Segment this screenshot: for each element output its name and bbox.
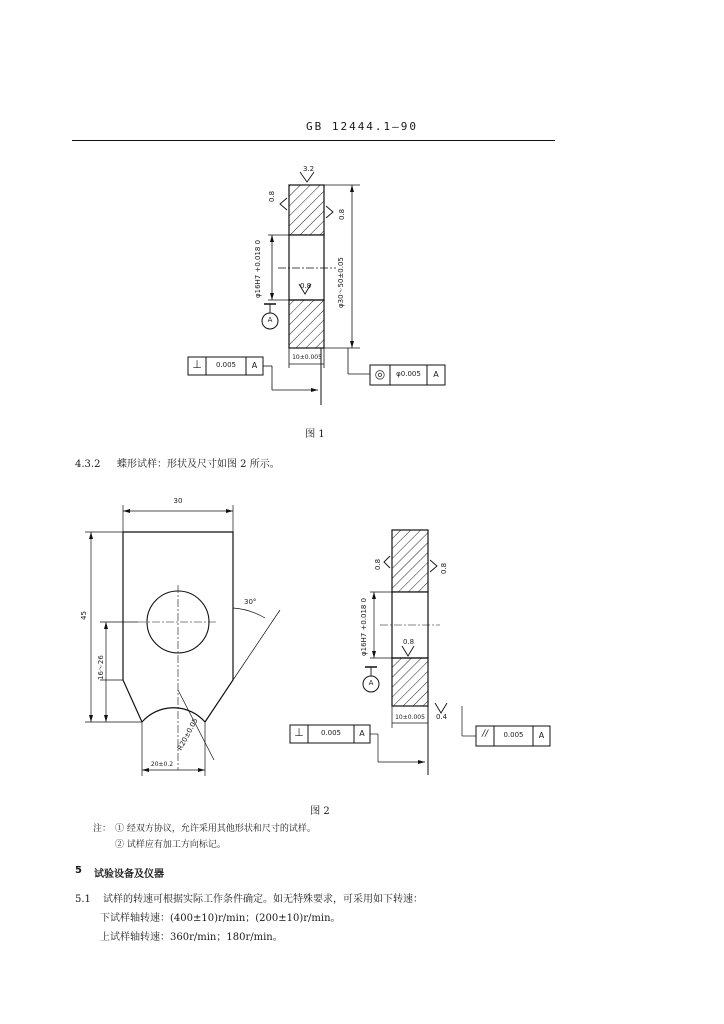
fig2-dim-mid: 16～26 [97, 655, 105, 680]
section-4-3-2-text: 蝶形试样：形状及尺寸如图 2 所示。 [117, 459, 280, 470]
figure-2-caption: 图 2 [310, 806, 330, 817]
fig2-dim-height: 45 [80, 611, 88, 620]
fig2-dim-bottom: 20±0.2 [150, 761, 174, 768]
fig1-perp-datum: A [251, 361, 258, 370]
fig1-dim-width: 10±0.005 [292, 354, 322, 361]
fig1-perp-symbol: ⊥ [192, 358, 202, 371]
section-4-3-2-number: 4.3.2 [75, 459, 101, 470]
fig1-roughness-right: 0.8 [338, 208, 346, 220]
section-5-1-number: 5.1 [75, 894, 91, 905]
fig2-angle: 30° [244, 598, 257, 606]
fig1-conc-datum: A [433, 370, 439, 379]
section-5-number: 5 [75, 865, 82, 876]
fig1-roughness-bore: 0.8 [300, 282, 312, 290]
fig2-perp-datum: A [359, 729, 365, 738]
notes-label: 注： [93, 824, 112, 834]
note-item: ② 试样应有加工方向标记。 [115, 840, 226, 850]
page-header-code: GB 12444.1—90 [305, 120, 419, 133]
fig1-perp-value: 0.005 [215, 361, 237, 369]
section-5-1-lower-speed: 下试样轴转速：(400±10)r/min；(200±10)r/min。 [100, 913, 341, 924]
fig2-roughness-bore: 0.8 [403, 638, 415, 646]
fig2-perp-value: 0.005 [320, 729, 342, 737]
fig2-right-upper [392, 530, 428, 592]
fig1-dim-bore: φ16H7 +0.018 0 [254, 239, 262, 298]
figure-1-caption: 图 1 [305, 429, 325, 440]
fig2-dim-radius: R20±0.05 [176, 716, 200, 752]
fig1-conc-symbol: ◎ [374, 367, 386, 381]
fig2-datum-label: A [368, 679, 374, 687]
fig1-dim-outer: φ30～50±0.05 [337, 257, 345, 308]
section-5-1-upper-speed: 上试样轴转速：360r/min；180r/min。 [100, 932, 283, 943]
fig1-roughness-top: 3.2 [303, 165, 315, 173]
fig2-right-lower [392, 658, 428, 706]
fig1-datum-label: A [267, 316, 273, 324]
fig2-roughness-right: 0.8 [440, 562, 448, 574]
fig1-conc-value: φ0.005 [396, 370, 421, 378]
note-item: ① 经双方协议，允许采用其他形状和尺寸的试样。 [115, 824, 316, 834]
fig2-par-datum: A [538, 731, 545, 740]
section-5-title: 试验设备及仪器 [94, 869, 164, 880]
section-5-1-text: 试样的转速可根据实际工作条件确定。如无特殊要求，可采用如下转速： [103, 894, 423, 905]
fig2-par-symbol: // [481, 729, 489, 739]
fig2-dim-width: 10±0.005 [395, 714, 425, 721]
fig2-perp-symbol: ⊥ [294, 726, 304, 739]
fig2-dim-top: 30 [173, 497, 183, 505]
fig2-roughness-bottom: 0.4 [436, 713, 448, 721]
fig2-roughness-left: 0.8 [374, 558, 382, 570]
fig2-par-value: 0.005 [503, 731, 524, 739]
fig1-roughness-left: 0.8 [268, 190, 276, 202]
fig2-dim-bore: φ16H7 +0.018 0 [360, 597, 368, 656]
